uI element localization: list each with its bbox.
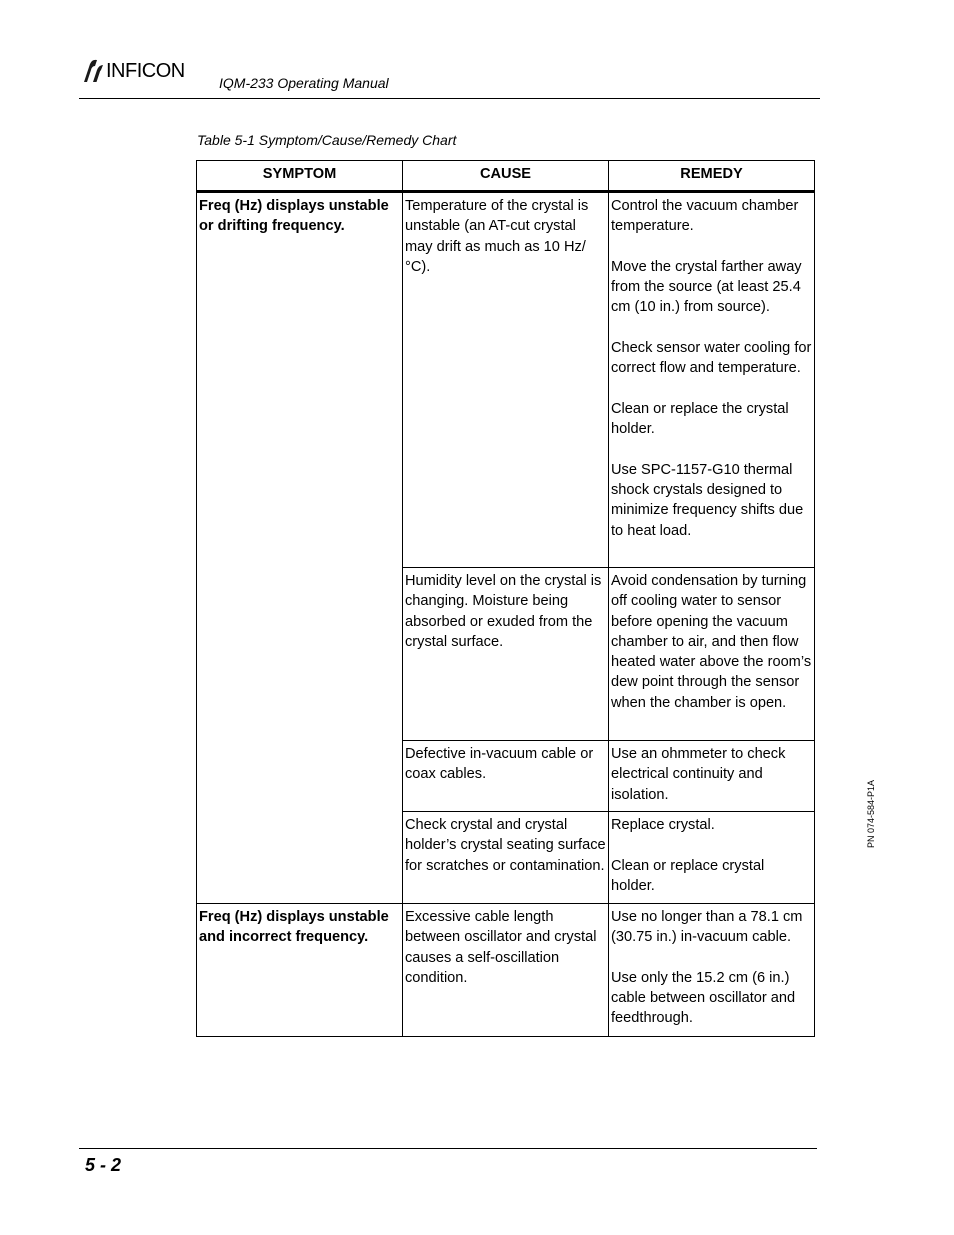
footer-rule (79, 1148, 817, 1149)
cause-cell (403, 192, 609, 568)
table-row (197, 904, 815, 1037)
remedy-text: Clean or replace crystal holder. (611, 857, 765, 894)
header-symptom: SYMPTOM (197, 161, 403, 192)
page-number: 5 - 2 (85, 1155, 122, 1175)
cause-text: Humidity level on the crystal is changing. Moisture being absorbed or exuded from the crystal surface. (405, 573, 602, 650)
cause-text: Excessive cable length between oscillator and crystal causes a self-oscillation condition. (405, 909, 597, 986)
remedy-text: Use no longer than a 78.1 cm (30.75 in.) in-vacuum cable. (611, 909, 803, 946)
symptom-cause-remedy-table (196, 160, 815, 1037)
remedy-cell (609, 741, 815, 812)
remedy-cell (609, 904, 815, 1037)
cause-cell (403, 568, 609, 741)
remedy-cell (609, 812, 815, 904)
remedy-text: Avoid condensation by turning off cooling water to sensor before opening the vacuum chamber to air, and then flow heated water above the room’s dew point through the sensor when the chamber is open. (611, 573, 812, 711)
remedy-text: Move the crystal farther away from the source (at least 25.4 cm (10 in.) from source). (611, 258, 802, 316)
header-remedy: REMEDY (609, 161, 815, 192)
cause-text: Check crystal and crystal holder’s crystal seating surface for scratches or contamination. (405, 817, 606, 874)
remedy-text: Control the vacuum chamber temperature. (611, 198, 799, 235)
table-row (197, 192, 815, 568)
document-title: IQM-233 Operating Manual (219, 75, 389, 91)
inficon-logo (82, 58, 185, 84)
remedy-text: Use only the 15.2 cm (6 in.) cable between oscillator and feedthrough. (611, 969, 796, 1027)
remedy-text: Replace crystal. (611, 817, 715, 833)
header-rule (79, 98, 820, 99)
cause-cell (403, 741, 609, 812)
table-header-row (197, 161, 815, 192)
part-number: PN 074-584-P1A (866, 779, 876, 848)
cause-cell (403, 904, 609, 1037)
cause-text: Temperature of the crystal is unstable (an AT-cut crystal may drift as much as 10 Hz/°C). (405, 198, 589, 275)
logo-text: INFICON (106, 59, 185, 82)
inficon-logo-icon (82, 58, 104, 84)
remedy-text: Use SPC-1157-G10 thermal shock crystals designed to minimize frequency shifts due to heat load. (611, 461, 804, 539)
table-caption: Table 5-1 Symptom/Cause/Remedy Chart (197, 132, 457, 148)
header-cause: CAUSE (403, 161, 609, 192)
remedy-cell (609, 568, 815, 741)
symptom-cell: Freq (Hz) displays unstable or drifting frequency. (197, 192, 403, 904)
cause-text: Defective in-vacuum cable or coax cables. (405, 746, 594, 783)
symptom-cell: Freq (Hz) displays unstable and incorrect frequency. (197, 904, 403, 1037)
remedy-text: Check sensor water cooling for correct flow and temperature. (611, 340, 812, 377)
remedy-text: Clean or replace the crystal holder. (611, 400, 789, 438)
remedy-text: Use an ohmmeter to check electrical continuity and isolation. (611, 746, 786, 803)
cause-cell (403, 812, 609, 904)
remedy-cell (609, 192, 815, 568)
